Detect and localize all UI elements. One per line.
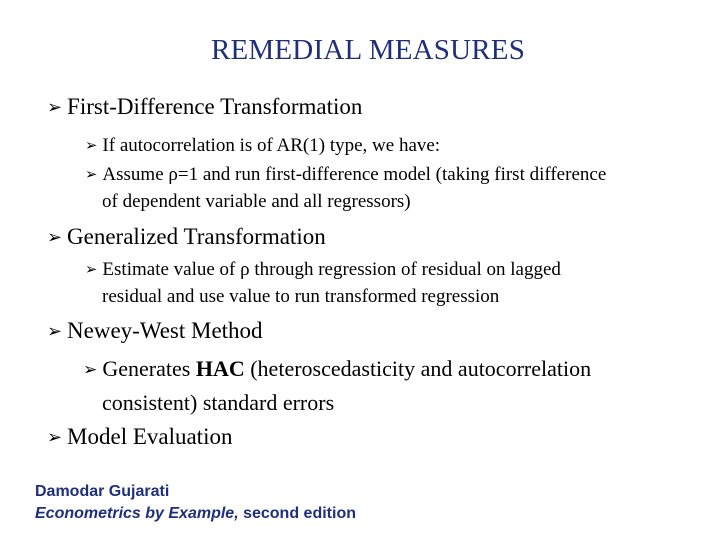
sub-bullet-estimate-rho [85,257,561,310]
arrow-bullet-icon: ➢ [85,137,98,154]
sub-bullet-text: (heteroscedasticity and autocorrelation [244,356,592,381]
arrow-bullet-icon: ➢ [83,360,98,380]
sub-bullet-prefix: Generates [102,356,196,381]
sub-bullet-text: Assume ρ=1 and run first-difference model (taking first difference [102,164,607,185]
sub-bullet-ar1 [85,133,440,160]
sub-bullet-continuation: residual and use value to run transformed regression [102,286,500,307]
footer-author: Damodar Gujarati [35,483,170,500]
footer-book-line [35,503,356,525]
sub-bullet-continuation: of dependent variable and all regressors) [102,191,411,212]
bullet-newey-west [47,318,263,344]
arrow-bullet-icon: ➢ [47,97,63,118]
sub-bullet-continuation: consistent) standard errors [102,390,335,415]
sub-bullet-text: Estimate value of ρ through regression of residual on lagged [102,259,561,280]
sub-bullet-text: If autocorrelation is of AR(1) type, we have: [102,135,441,156]
bullet-model-evaluation [47,424,232,450]
arrow-bullet-icon: ➢ [85,166,98,183]
arrow-bullet-icon: ➢ [47,227,63,248]
sub-bullet-hac [83,353,591,419]
sub-bullet-assume-rho [85,162,606,215]
bullet-text: First-Difference Transformation [67,94,363,119]
hac-term: HAC [195,356,245,381]
arrow-bullet-icon: ➢ [47,427,63,448]
bullet-generalized-transformation [47,224,326,250]
slide-title: REMEDIAL MEASURES [210,34,526,66]
arrow-bullet-icon: ➢ [85,261,98,278]
bullet-first-difference [47,94,362,120]
footer-book-title: Econometrics by Example, [35,505,239,522]
footer-citation [35,481,356,525]
footer-edition: second edition [238,505,356,522]
bullet-text: Model Evaluation [67,424,233,449]
arrow-bullet-icon: ➢ [47,321,63,342]
bullet-text: Generalized Transformation [67,224,326,249]
bullet-text: Newey-West Method [67,318,263,343]
